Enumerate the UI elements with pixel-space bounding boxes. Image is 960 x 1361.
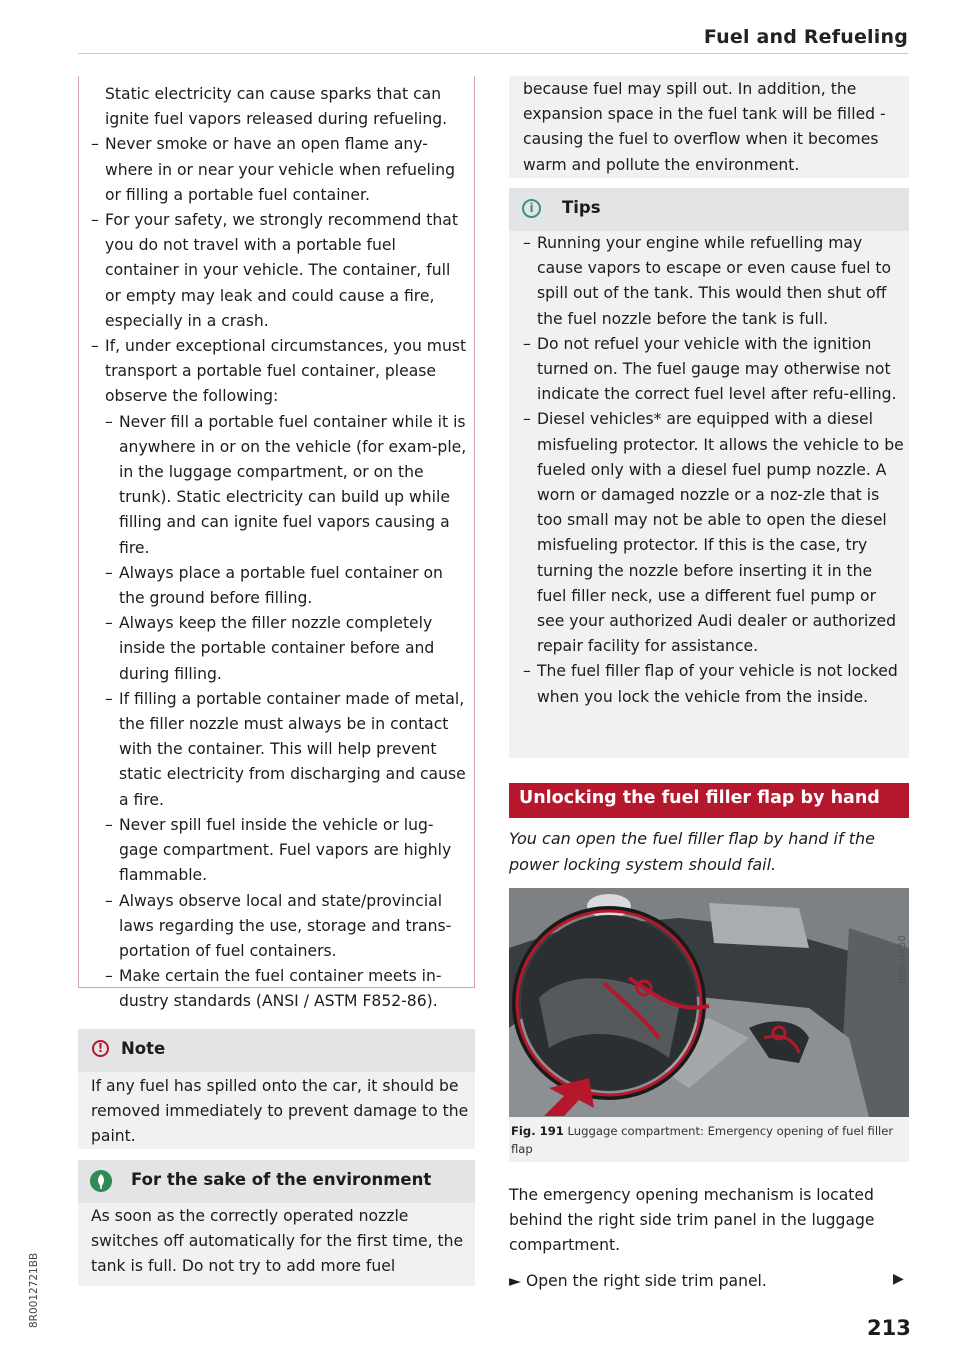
info-icon: i bbox=[522, 199, 541, 218]
note-text: If any fuel has spilled onto the car, it should be removed immediately to prevent damage to the paint. bbox=[91, 1077, 469, 1146]
warning-text bbox=[91, 82, 469, 1015]
svg-text:8R0012721BB: 8R0012721BB bbox=[28, 1252, 40, 1328]
tips-text bbox=[523, 231, 905, 710]
environment-title: For the sake of the environment bbox=[131, 1170, 432, 1189]
tips-item: – The fuel filler flap of your vehicle is not locked when you lock the vehicle from the inside. bbox=[523, 659, 905, 709]
figure-label: Fig. 191 bbox=[511, 1124, 564, 1138]
figure-caption-text: Luggage compartment: Emergency opening of fuel filler flap bbox=[511, 1124, 894, 1156]
body-paragraph: The emergency opening mechanism is located behind the right side trim panel in the luggage compartment. bbox=[509, 1186, 875, 1255]
step-text: Open the right side trim panel. bbox=[525, 1272, 767, 1290]
warning-subitem: – Always observe local and state/provincial laws regarding the use, storage and trans-portation of fuel containers. bbox=[105, 889, 469, 965]
section-intro: You can open the fuel filler flap by hand if the power locking system should fail. bbox=[509, 829, 875, 874]
tips-item: – Diesel vehicles* are equipped with a diesel misfueling protector. It allows the vehicle to be fueled only with a diesel fuel pump nozzle. A worn or damaged nozzle or a noz-zle that is too small may not be able to open the diesel misfueling protector. If this is the case, try turning the nozzle before inserting it in the fuel filler neck, use a different fuel pump or see your authorized Audi dealer or authorized repair facility for assistance. bbox=[523, 407, 905, 659]
environment-text: As soon as the correctly operated nozzle switches off automatically for the first time, the tank is full. Do not try to add more fuel bbox=[91, 1207, 464, 1276]
warning-subitem: – Never spill fuel inside the vehicle or lug-gage compartment. Fuel vapors are highly flammable. bbox=[105, 813, 469, 889]
warning-subitem: – Never fill a portable fuel container while it is anywhere in or on the vehicle (for exam-ple, in the luggage compartment, or on the trunk). Static electricity can build up while filling and can ignite fuel vapors causing a fire. bbox=[105, 410, 469, 561]
tips-title: Tips bbox=[562, 198, 601, 217]
document-code bbox=[26, 1180, 40, 1330]
instruction-step bbox=[509, 1269, 909, 1294]
tips-item: – Running your engine while refuelling may cause vapors to escape or even cause fuel to spill out of the tank. This would then shut off the fuel nozzle before the tank is full. bbox=[523, 231, 905, 332]
svg-text:B8R-0450: B8R-0450 bbox=[897, 935, 908, 984]
figure-reference-code bbox=[895, 889, 909, 989]
warning-lead: Static electricity can cause sparks that can ignite fuel vapors released during refueling. bbox=[105, 85, 448, 129]
warning-item: – Never smoke or have an open flame any-where in or near your vehicle when refueling or filling a portable fuel container. bbox=[91, 132, 469, 208]
header-rule bbox=[78, 53, 908, 54]
figure-caption bbox=[511, 1122, 901, 1158]
warning-subitem: – Always place a portable fuel container on the ground before filling. bbox=[105, 561, 469, 611]
warning-subitem: – If filling a portable container made of metal, the filler nozzle must always be in contact with the container. This will help prevent static electricity from discharging and cause a fire. bbox=[105, 687, 469, 813]
page-header-title: Fuel and Refueling bbox=[703, 26, 908, 48]
environment-continued-text: because fuel may spill out. In addition, the expansion space in the fuel tank will be filled - causing the fuel to overflow when it becomes warm and pollute the environment. bbox=[523, 80, 886, 174]
caution-icon: ! bbox=[92, 1040, 109, 1057]
warning-item: – If, under exceptional circumstances, you must transport a portable fuel container, please observe the following: bbox=[91, 334, 469, 410]
environment-icon bbox=[90, 1170, 112, 1192]
warning-item: – For your safety, we strongly recommend that you do not travel with a portable fuel container in your vehicle. The container, full or empty may leak and could cause a fire, especially in a crash. bbox=[91, 208, 469, 334]
warning-subitem: – Always keep the filler nozzle completely inside the portable container before and during filling. bbox=[105, 611, 469, 687]
note-title: Note bbox=[121, 1039, 166, 1058]
page-number: 213 bbox=[867, 1316, 911, 1340]
section-title: Unlocking the fuel filler flap by hand bbox=[519, 788, 880, 808]
tips-item: – Do not refuel your vehicle with the ignition turned on. The fuel gauge may otherwise not indicate the correct fuel level after refu-elling. bbox=[523, 332, 905, 408]
figure-illustration bbox=[509, 888, 909, 1117]
step-bullet-icon: ► bbox=[509, 1272, 526, 1290]
warning-subitem: – Make certain the fuel container meets in-dustry standards (ANSI / ASTM F852-86). bbox=[105, 964, 469, 1014]
continue-arrow-icon: ▶ bbox=[893, 1271, 904, 1287]
